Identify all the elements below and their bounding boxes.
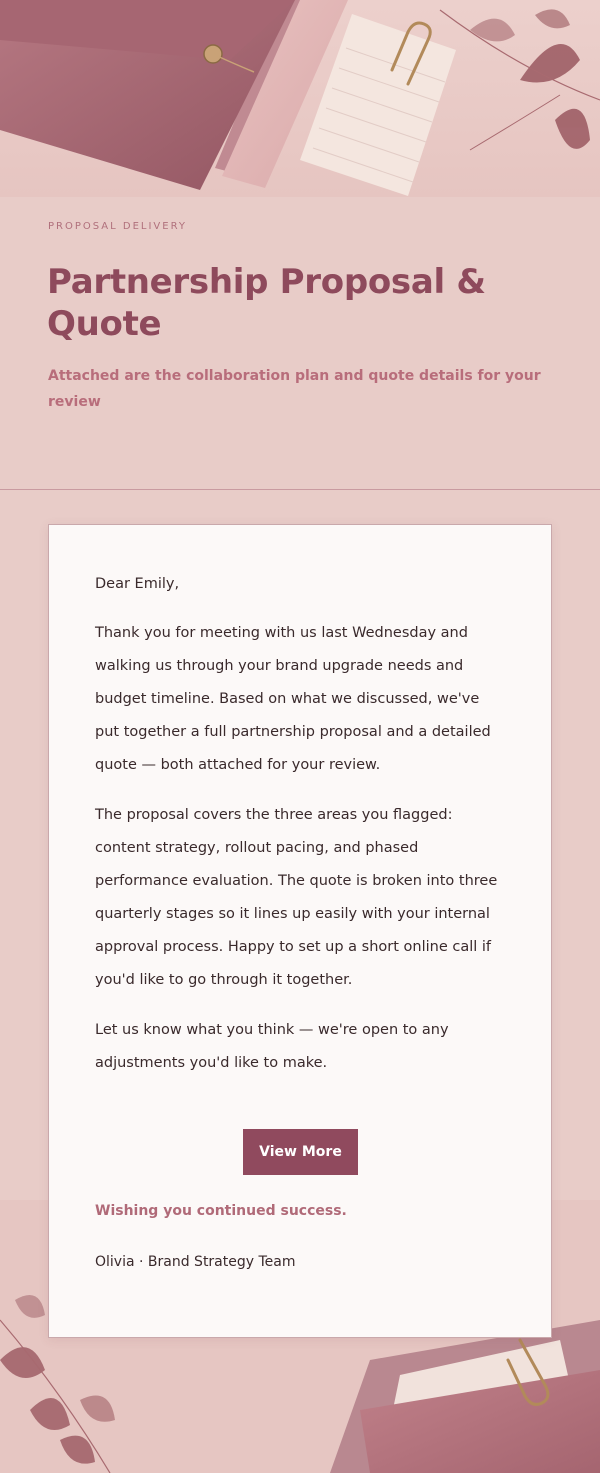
page-title: Partnership Proposal & Quote <box>47 262 486 344</box>
greeting: Dear Emily, <box>95 576 180 592</box>
body-paragraph: Let us know what you think — we're open to any adjustments you'd like to make. <box>95 1022 449 1071</box>
signature: Olivia · Brand Strategy Team <box>95 1254 296 1270</box>
body-paragraph: The proposal covers the three areas you flagged: content strategy, rollout pacing, and phased performance evaluation. The quote is broken into three quarterly stages so it lines up easily with your internal approval process. Happy to set up a short online call if you'd like to go through it together. <box>95 807 498 988</box>
eyebrow-label: PROPOSAL DELIVERY <box>48 221 187 232</box>
closing-line: Wishing you continued success. <box>95 1203 347 1219</box>
letter-card <box>48 524 552 1338</box>
page-subtitle: Attached are the collaboration plan and quote details for your review <box>48 368 541 410</box>
view-more-button[interactable]: View More <box>243 1129 358 1175</box>
hero-illustration <box>0 0 600 197</box>
body-paragraph: Thank you for meeting with us last Wednesday and walking us through your brand upgrade needs and budget timeline. Based on what we discussed, we've put together a full partnership proposal and a detailed quote — both attached for your review. <box>95 625 491 773</box>
stationery-envelope-icon <box>0 0 600 197</box>
email-header <box>0 197 600 490</box>
